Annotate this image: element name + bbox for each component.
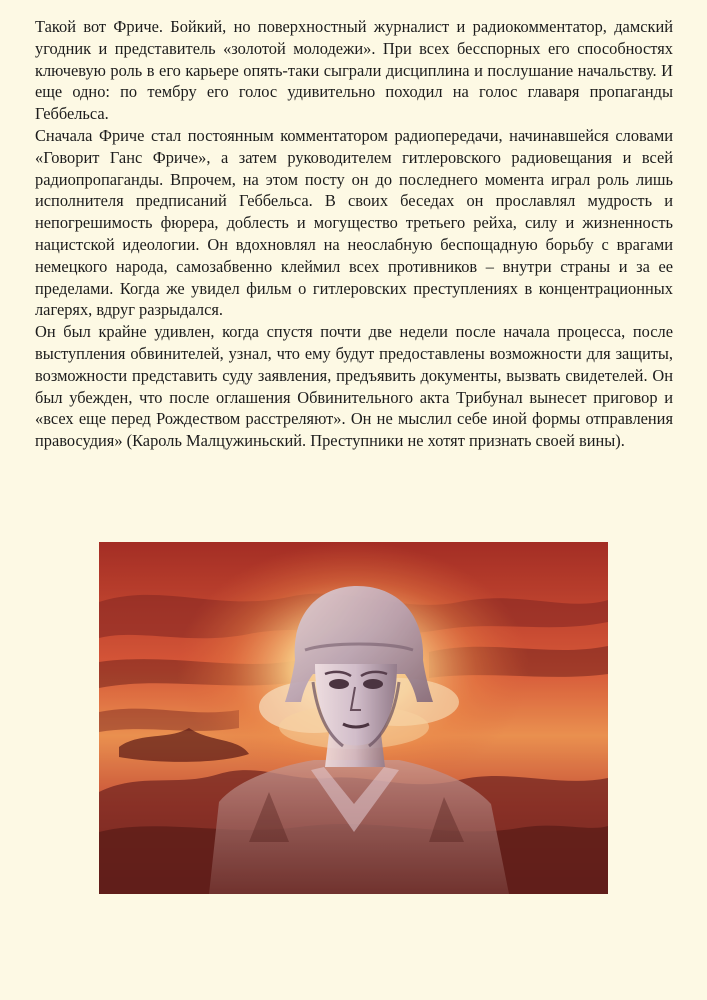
article-text (35, 16, 673, 452)
soldier-sunset-image (99, 542, 608, 894)
paragraph-1: Такой вот Фриче. Бойкий, но поверхностный журналист и радиокомментатор, дамский угодник и представитель «золотой молодежи». При всех бесспорных его способностях ключевую роль в его карьере опять-таки сыграли дисциплина и послушание начальству. И еще одно: по тембру его голос удивительно походил на голос главаря пропаганды Геббельса. (35, 17, 673, 124)
paragraph-3: Он был крайне удивлен, когда спустя почти две недели после начала процесса, после выступления обвинителей, узнал, что ему будут предоставлены возможности для защиты, возможности представить суду заявления, предъявить документы, вызвать свидетелей. Он был убежден, что после оглашения Обвинительного акта Трибунал вынесет приговор и «всех еще перед Рождеством расстреляют». Он не мыслил себе иной формы отправления правосудия» (Кароль Малцужиньский. Преступники не хотят признать своей вины). (35, 322, 673, 451)
paragraph-2: Сначала Фриче стал постоянным комментатором радиопередачи, начинавшейся словами «Говорит Ганс Фриче», а затем руководителем гитлеровского радиовещания и всей радиопропаганды. Впрочем, на этом посту он до последнего момента играл роль лишь исполнителя предписаний Геббельса. В своих беседах он прославлял мудрость и непогрешимость фюрера, доблесть и могущество третьего рейха, силу и жизненность нацистской идеологии. Он вдохновлял на неослабную беспощадную борьбу с врагами немецкого народа, самозабвенно клеймил всех противников – внутри страны и за ее пределами. Когда же увидел фильм о гитлеровских преступлениях в концентрационных лагерях, вдруг разрыдался. (35, 125, 673, 320)
photo-collage (99, 542, 608, 894)
